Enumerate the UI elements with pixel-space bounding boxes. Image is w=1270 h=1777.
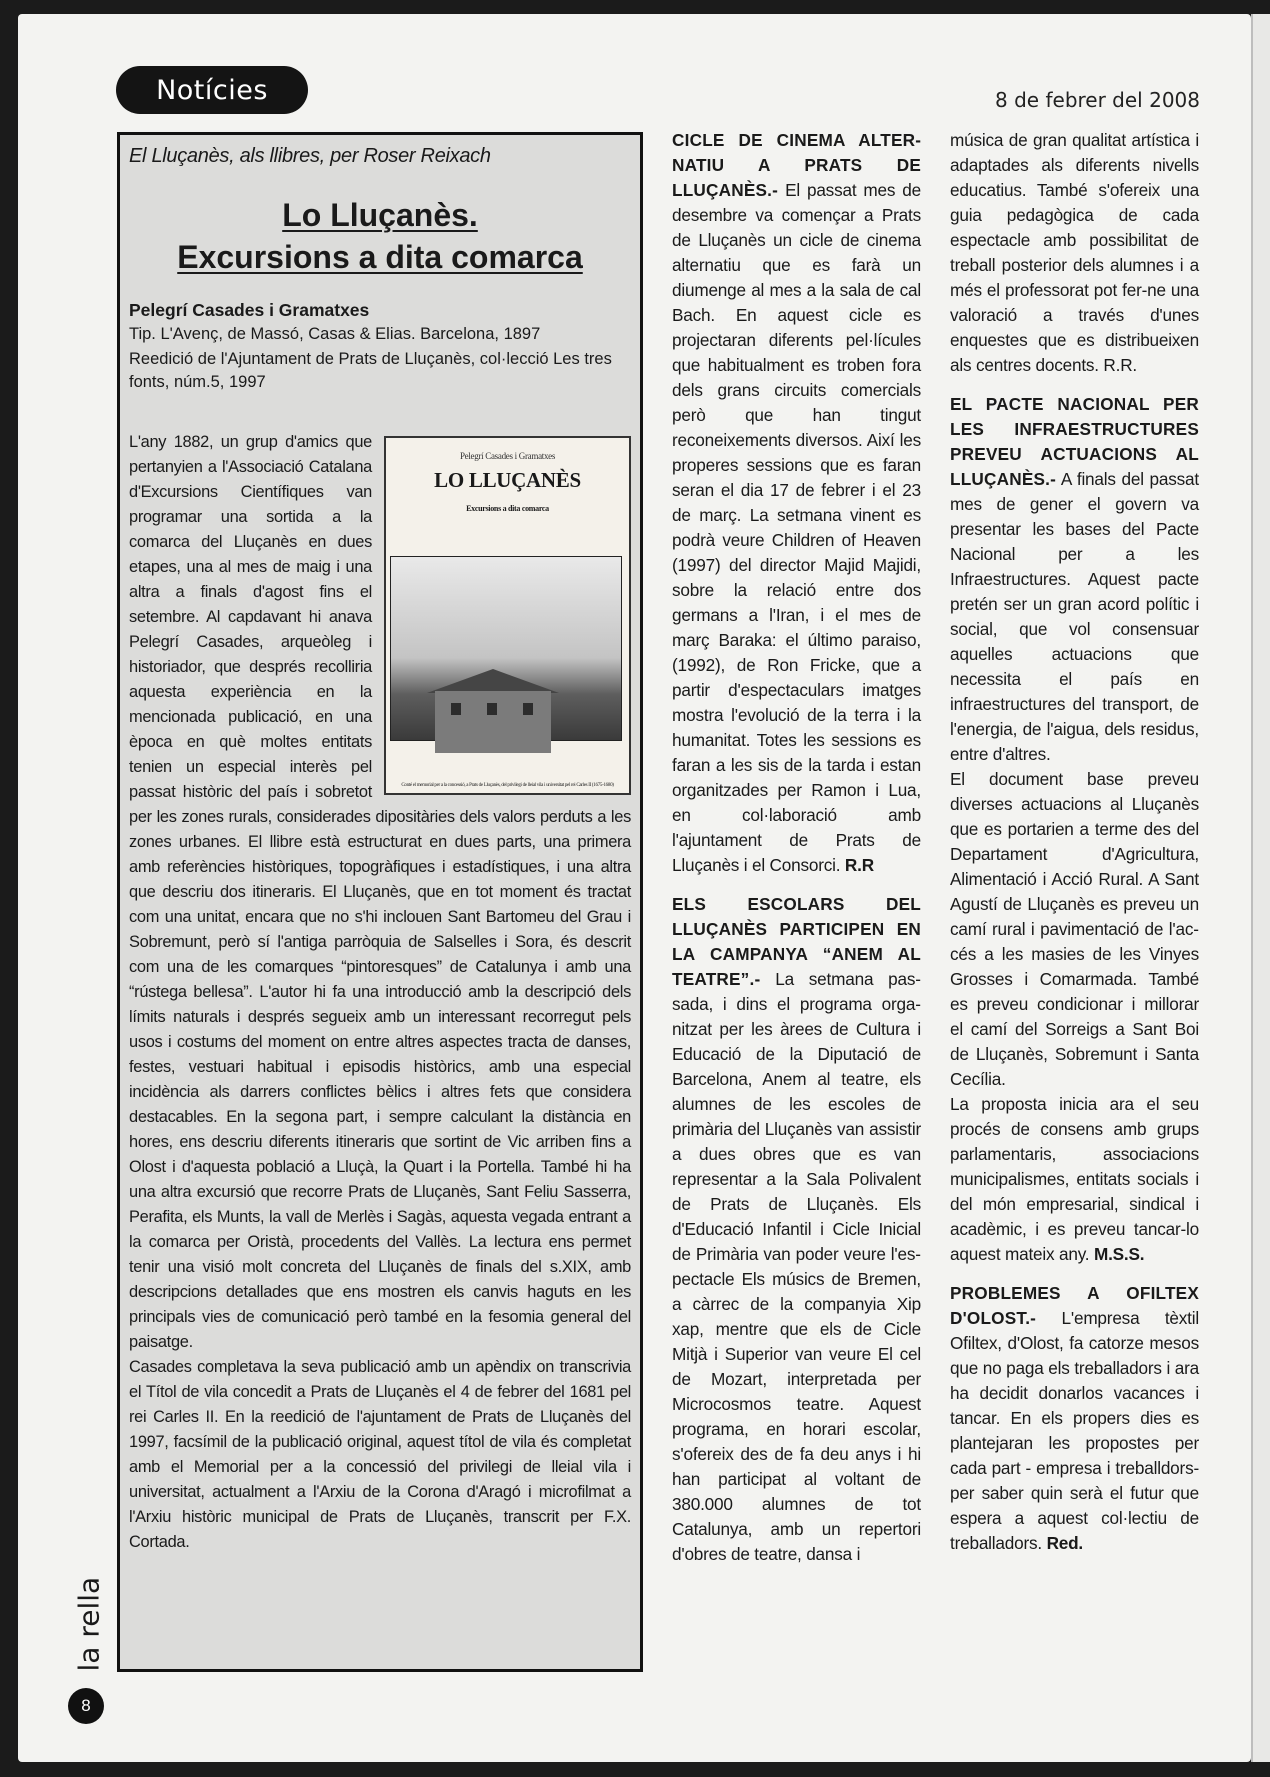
article-signature: R.R: [844, 855, 874, 875]
article-signature: Red.: [1046, 1533, 1084, 1553]
review-paragraph-2: Casades completava la seva publicació amb un apèndix on transcrivia el Títol de vila concedit a Prats de Lluçanès el 4 de febrer del 1681 pel rei Carles II. En la reedició de l'ajuntament de Prats de Lluçanès del 1997, facsímil de la publicació original, aquest títol de vila és completat amb el Memorial per a la concessió del privilegi de lleial vila i universitat, actualment a l'Arxiu de la Corona d'Aragó i microfilmat a l'Arxiu històric municipal de Prats de Lluçanès, transcrit per F.X. Cortada.: [129, 1358, 631, 1551]
book-title: [129, 194, 631, 278]
publication-line-1: Tip. L'Avenç, de Massó, Casas & Elias. Barcelona, 1897: [129, 325, 541, 343]
article-text: A finals del passat mes de gener el govern va presentar les bases del Pacte Nacional per a les Infraestructures. Aquest pacte pretén ser un gran acord polític i social, que vol consensuar aquelles actuacions que necessita el país en infraestructures del transport, de l'energia, de l'aigua, dels residus, entre d'altres.: [950, 469, 1199, 764]
article-cinema: [672, 128, 921, 878]
cover-photo: [390, 556, 622, 741]
review-kicker: El Lluçanès, als llibres, per Roser Reixach: [129, 145, 491, 167]
window-shape: [451, 703, 461, 715]
section-tag: Notícies: [116, 66, 308, 114]
article-text: El passat mes de desembre va començar a Prats de Lluçanès un cicle de cinema alternatiu que es farà un diumenge al mes a la sala de cal Bach. En aquest cicle es projectaran diferents pel·lícules que habitualment es troben fora dels grans circuits comercials però que han tingut reconeixements diversos. Així les properes sessions que es faran seran el dia 17 de febrer i el 23 de març. La setmana vinent es podrà veure Children of Heaven (1997) del director Majid Majidi, sobre la relació entre dos germans a l'Iran, i el mes de març Baraka: el último paraiso, (1992), de Ron Fricke, que a partir d'espectaculars imatges mostra l'evolució de la terra i la humanitat. Totes les sessions es faran a les sis de la tarda i estan organitzades per Ramon i Lua, en col·laboració amb l'ajuntament de Prats de Lluçanès i el Consorci.: [672, 180, 921, 875]
window-shape: [487, 703, 497, 715]
article-text: L'empresa tèxtil Ofiltex, d'Olost, fa catorze mesos que no paga els treballadors i ara ha decidit donarlos vacances i tancar. En els propers dies es plantejaran les propostes per cada part - empresa i treballdors- per saber quin serà el futur que espera a aquest col·lectiu de treballadors.: [950, 1308, 1199, 1553]
article-headline: PROBLEMES A OFILTEX D'OLOST.-: [950, 1283, 1199, 1328]
article-theatre-continued: [950, 128, 1199, 378]
article-theatre: [672, 892, 921, 1567]
column-3: [950, 128, 1199, 1556]
book-title-line1: Lo Lluçanès.: [282, 197, 478, 233]
masthead-text: la rella: [72, 1576, 106, 1672]
article-signature: M.S.S.: [1093, 1244, 1145, 1264]
review-body: [129, 430, 631, 1555]
book-review-box: [117, 132, 643, 1672]
article-headline: EL PACTE NACIONAL PER LES INFRAESTRUCTURES PREVEU ACTUACIONS AL LLUÇANÈS.-: [950, 394, 1199, 489]
farmhouse-shape: [435, 691, 551, 753]
cover-author: Pelegrí Casades i Gramatxes: [459, 451, 556, 461]
article-text: La setmana passada, i dins el programa organitzat per les àrees de Cultura i Educació de la Diputació de Barcelona, Anem al teatre, els alumnes de les escoles de primària del Lluçanès van assistir a dues obres que es van representar a la Sala Polivalent de Prats de Lluçanès. Els d'Educació Infantil i Cicle Inicial de Primària van poder veure l'espectacle Els músics de Bremen, a càrrec de la companyia Xip xap, mentre que els de Cicle Mitjà i Superior van veure El cel de Mozart, interpretada per Microcosmos teatre. Aquest programa, en horari escolar, s'ofereix des de fa deu anys i hi han participat al voltant de 380.000 alumnes de tot Catalunya, amb un repertori d'obres de teatre, dansa i: [672, 969, 921, 1564]
article-headline: CICLE DE CINEMA ALTERNATIU A PRATS DE LLUÇANÈS.-: [672, 130, 921, 200]
book-author: Pelegrí Casades i Gramatxes: [129, 300, 370, 320]
masthead-vertical: [72, 1562, 106, 1672]
cover-note: Conté el memorial per a la concessió, a Prats de Lluçanès, del privilegi de lleial vila i universitat pel rei Carles II (1675-1680): [401, 783, 614, 788]
page-number: 8: [68, 1688, 104, 1724]
cover-subtitle: Excursions a dita comarca: [466, 504, 549, 513]
farmhouse-roof-shape: [427, 669, 559, 693]
article-text: La proposta inicia ara el seu procés de consens amb grups parlamentaris, associacions municipalismes, entitats socials i del món empresarial, sindical i acadèmic, i es preveu tancar-lo aquest mateix any.: [950, 1094, 1199, 1264]
column-2: [672, 128, 921, 1567]
publication-line-2: Reedició de l'Ajuntament de Prats de Lluçanès, col·lecció Les tres fonts, núm.5, 1997: [129, 350, 612, 391]
book-cover-image: [384, 436, 631, 795]
article-infrastructure-pact: [950, 392, 1199, 1267]
next-page-edge: [1251, 14, 1270, 1762]
window-shape: [523, 703, 533, 715]
book-title-line2: Excursions a dita comarca: [177, 239, 583, 275]
cover-title: LO LLUÇANÈS: [434, 468, 581, 492]
issue-date: 8 de febrer del 2008: [995, 88, 1200, 112]
article-text: música de gran qualitat artística i adaptades als diferents nivells educatius. També s'ofereix una guia pedagògica de cada espectacle amb possibilitat de treball posterior dels alumnes i a més el professorat pot fer-ne una valoració a través d'unes enquestes que es distribueixen als centres docents. R.R.: [950, 130, 1199, 375]
article-text: El document base preveu diverses actuacions al Lluçanès que es portarien a terme des del Departament d'Agricultura, Alimentació i Acció Rural. A Sant Agustí de Lluçanès es preveu un camí rural i pavimentació de l'accés a les masies de les Vinyes Grosses i Comarmada. També es preveu condicionar i millorar el camí del Sorreigs a Sant Boi de Lluçanès, Sobremunt i Santa Cecília.: [950, 769, 1199, 1089]
review-paragraph-1: L'any 1882, un grup d'amics que pertanyien a l'Associació Catalana d'Excursions Científiques van programar una sortida a la comarca del Lluçanès en dues etapes, una al mes de maig i una altra a finals d'agost fins el setembre. Al capdavant hi anava Pelegrí Casades, arqueòleg i historiador, que després recolliria aquesta experiència en la mencionada publicació, en una època en què moltes entitats tenien un especial interès pel passat històric del país i sobretot per les zones rurals, considerades dipositàries dels valors perduts a les zones urbanes. El llibre està estructurat en dues parts, una primera amb referències històriques, topogràfiques i estadístiques, i una altra que descriu dos itineraris. El Lluçanès, que en tot moment és tractat com una unitat, encara que no s'hi inclouen Sant Bartomeu del Grau i Sobremunt, però sí l'antiga parròquia de Salselles i Sora, és descrit com una de les comarques “pintoresques” de Catalunya i amb una “rústega bellesa”. L'autor hi fa una introducció amb la descripció dels límits naturals i després segueix amb un interessant recorregut pels usos i costums del moment on entre altres aspectes tracta de danses, festes, vestuari habitual i episodis històrics, amb una especial incidència als darrers conflictes bèlics i altres fets que considera destacables. En la segona part, i sempre calculant la distància en hores, ens descriu diferents itineraris que sortint de Vic arriben fins a Olost i d'aquesta població a Lluçà, la Quart i la Portella. També hi ha una altra excursió que recorre Prats de Lluçanès, Sant Feliu Sasserra, Perafita, els Munts, la vall de Merlès i Sagàs, aquesta vegada entrant a la comarca per Oristà, procedents del Vallès. La lectura ens permet tenir una visió molt concreta del Lluçanès de finals del s.XIX, amb descripcions detallades que ens mostren els canvis haguts en les principals vies de comunicació però també en la fesomia general del paisatge.: [129, 433, 631, 1351]
article-ofiltex: [950, 1281, 1199, 1556]
article-headline: ELS ESCOLARS DEL LLUÇANÈS PARTICIPEN EN LA CAMPANYA “ANEM AL TEATRE”.-: [672, 894, 921, 989]
